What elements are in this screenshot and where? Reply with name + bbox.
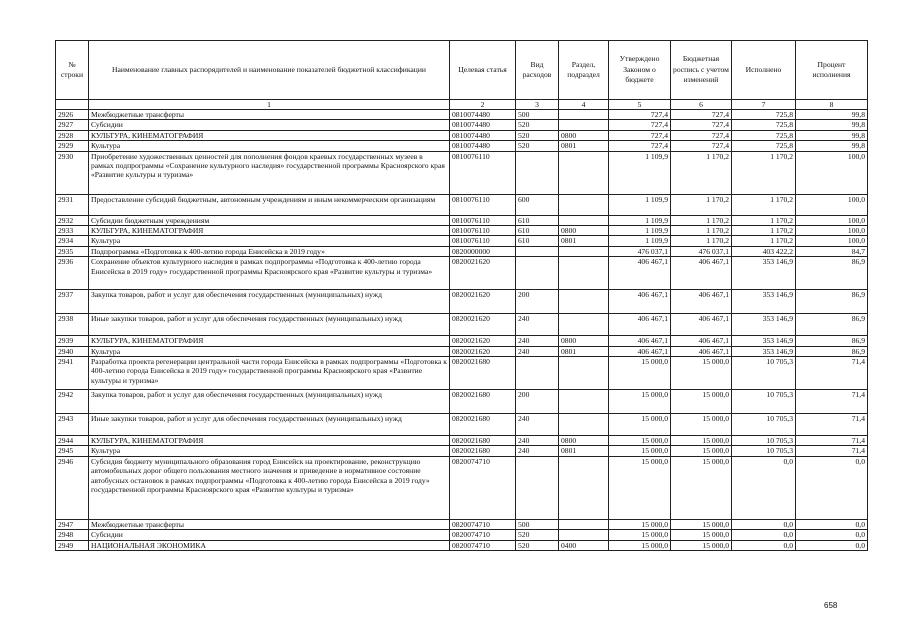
header-section: Раздел, подраздел (559, 41, 609, 100)
budget-list-amount: 476 037,1 (671, 246, 732, 256)
target-code: 0810074480 (450, 110, 516, 120)
budget-list-amount: 15 000,0 (671, 530, 732, 540)
row-name: Разработка проекта регенерации центральной части города Енисейска в рамках подпрограммы «Подготовка к 400-летию города Енисейска в 2019 году» государственной программы Красноярского края «Развитие культуры и туризма» (89, 357, 450, 390)
section-code (559, 390, 609, 414)
target-code: 0810076110 (450, 151, 516, 194)
execution-percent: 71,4 (796, 357, 868, 390)
executed-amount: 10 705,3 (732, 390, 796, 414)
row-number: 2942 (56, 390, 89, 414)
budget-list-amount: 406 467,1 (671, 290, 732, 314)
execution-percent: 99,8 (796, 130, 868, 140)
execution-percent: 100,0 (796, 236, 868, 246)
execution-percent: 99,8 (796, 141, 868, 151)
table-row (56, 336, 868, 346)
section-code: 0801 (559, 236, 609, 246)
table-row (56, 141, 868, 151)
column-number: 6 (671, 100, 732, 110)
table-row (56, 314, 868, 336)
section-code: 0801 (559, 141, 609, 151)
executed-amount: 353 146,9 (732, 314, 796, 336)
target-code: 0820074710 (450, 540, 516, 550)
row-name: КУЛЬТУРА, КИНЕМАТОГРАФИЯ (89, 226, 450, 236)
expense-kind (516, 357, 559, 390)
target-code: 0810076110 (450, 215, 516, 225)
budget-list-amount: 406 467,1 (671, 257, 732, 290)
section-code (559, 357, 609, 390)
table-row (56, 110, 868, 120)
section-code (559, 151, 609, 194)
execution-percent: 86,9 (796, 314, 868, 336)
budget-list-amount: 15 000,0 (671, 446, 732, 456)
execution-percent: 99,8 (796, 110, 868, 120)
target-code: 0820021620 (450, 336, 516, 346)
budget-list-amount: 15 000,0 (671, 414, 732, 436)
expense-kind: 200 (516, 390, 559, 414)
target-code: 0810074480 (450, 141, 516, 151)
row-name: КУЛЬТУРА, КИНЕМАТОГРАФИЯ (89, 130, 450, 140)
section-code: 0400 (559, 540, 609, 550)
expense-kind (516, 151, 559, 194)
expense-kind: 200 (516, 290, 559, 314)
budget-list-amount: 15 000,0 (671, 436, 732, 446)
header-row-no: № строки (56, 41, 89, 100)
row-number: 2934 (56, 236, 89, 246)
table-row (56, 414, 868, 436)
row-name: Закупка товаров, работ и услуг для обеспечения государственных (муниципальных) нужд (89, 390, 450, 414)
section-code (559, 257, 609, 290)
row-name: Закупка товаров, работ и услуг для обеспечения государственных (муниципальных) нужд (89, 290, 450, 314)
expense-kind: 520 (516, 540, 559, 550)
approved-amount: 727,4 (609, 130, 671, 140)
budget-list-amount: 406 467,1 (671, 336, 732, 346)
budget-table (55, 40, 868, 551)
budget-list-amount: 15 000,0 (671, 390, 732, 414)
row-name: Культура (89, 236, 450, 246)
row-name: НАЦИОНАЛЬНАЯ ЭКОНОМИКА (89, 540, 450, 550)
executed-amount: 725,8 (732, 141, 796, 151)
budget-list-amount: 15 000,0 (671, 540, 732, 550)
row-name: Культура (89, 446, 450, 456)
target-code: 0820021680 (450, 390, 516, 414)
approved-amount: 1 109,9 (609, 236, 671, 246)
table-row (56, 446, 868, 456)
budget-list-amount: 1 170,2 (671, 151, 732, 194)
column-number: 8 (796, 100, 868, 110)
column-number: 5 (609, 100, 671, 110)
approved-amount: 727,4 (609, 141, 671, 151)
row-number: 2948 (56, 530, 89, 540)
executed-amount: 353 146,9 (732, 257, 796, 290)
row-name: Приобретение художественных ценностей для пополнения фондов краевых государственных музеев в рамках подпрограммы «Сохранение культурного наследия» государственной программы Красноярского края «Развитие культуры и туризма» (89, 151, 450, 194)
row-name: Иные закупки товаров, работ и услуг для обеспечения государственных (муниципальных) нужд (89, 414, 450, 436)
target-code: 0810076110 (450, 226, 516, 236)
expense-kind: 240 (516, 346, 559, 356)
header-target: Целевая статья (450, 41, 516, 100)
row-name: Межбюджетные трансферты (89, 110, 450, 120)
expense-kind (516, 246, 559, 256)
execution-percent: 86,9 (796, 257, 868, 290)
budget-list-amount: 15 000,0 (671, 357, 732, 390)
table-row (56, 215, 868, 225)
approved-amount: 15 000,0 (609, 540, 671, 550)
executed-amount: 353 146,9 (732, 290, 796, 314)
budget-list-amount: 406 467,1 (671, 346, 732, 356)
approved-amount: 15 000,0 (609, 414, 671, 436)
section-code (559, 120, 609, 130)
executed-amount: 1 170,2 (732, 226, 796, 236)
row-name: Межбюджетные трансферты (89, 519, 450, 529)
executed-amount: 0,0 (732, 530, 796, 540)
section-code: 0800 (559, 436, 609, 446)
header-executed: Исполнено (732, 41, 796, 100)
budget-list-amount: 15 000,0 (671, 456, 732, 519)
target-code: 0820000000 (450, 246, 516, 256)
budget-list-amount: 727,4 (671, 120, 732, 130)
row-name: КУЛЬТУРА, КИНЕМАТОГРАФИЯ (89, 336, 450, 346)
table-row (56, 456, 868, 519)
budget-list-amount: 1 170,2 (671, 194, 732, 215)
execution-percent: 100,0 (796, 151, 868, 194)
row-number: 2946 (56, 456, 89, 519)
row-name: Предоставление субсидий бюджетным, автономным учреждениям и иным некоммерческим организациям (89, 194, 450, 215)
section-code: 0800 (559, 130, 609, 140)
execution-percent: 86,9 (796, 346, 868, 356)
budget-list-amount: 15 000,0 (671, 519, 732, 529)
column-number-row (56, 100, 868, 110)
execution-percent: 0,0 (796, 540, 868, 550)
row-number: 2941 (56, 357, 89, 390)
header-name: Наименование главных распорядителей и наименование показателей бюджетной классификации (89, 41, 450, 100)
row-name: Культура (89, 141, 450, 151)
target-code: 0820021620 (450, 257, 516, 290)
execution-percent: 100,0 (796, 226, 868, 236)
approved-amount: 1 109,9 (609, 215, 671, 225)
expense-kind: 500 (516, 110, 559, 120)
target-code: 0820074710 (450, 456, 516, 519)
budget-list-amount: 1 170,2 (671, 226, 732, 236)
execution-percent: 99,8 (796, 120, 868, 130)
approved-amount: 727,4 (609, 110, 671, 120)
execution-percent: 0,0 (796, 530, 868, 540)
row-number: 2944 (56, 436, 89, 446)
section-code (559, 314, 609, 336)
budget-list-amount: 727,4 (671, 141, 732, 151)
target-code: 0810076110 (450, 194, 516, 215)
row-number: 2945 (56, 446, 89, 456)
execution-percent: 86,9 (796, 336, 868, 346)
approved-amount: 406 467,1 (609, 290, 671, 314)
approved-amount: 15 000,0 (609, 436, 671, 446)
row-number: 2930 (56, 151, 89, 194)
row-number: 2947 (56, 519, 89, 529)
expense-kind: 520 (516, 530, 559, 540)
expense-kind: 520 (516, 141, 559, 151)
row-name: Иные закупки товаров, работ и услуг для обеспечения государственных (муниципальных) нужд (89, 314, 450, 336)
row-name: КУЛЬТУРА, КИНЕМАТОГРАФИЯ (89, 436, 450, 446)
target-code: 0820074710 (450, 519, 516, 529)
section-code: 0800 (559, 336, 609, 346)
execution-percent: 100,0 (796, 194, 868, 215)
section-code (559, 414, 609, 436)
section-code (559, 194, 609, 215)
column-number-blank (56, 100, 89, 110)
execution-percent: 100,0 (796, 215, 868, 225)
target-code: 0820021620 (450, 346, 516, 356)
section-code (559, 215, 609, 225)
target-code: 0810076110 (450, 236, 516, 246)
header-kind: Вид расходов (516, 41, 559, 100)
approved-amount: 15 000,0 (609, 456, 671, 519)
section-code (559, 530, 609, 540)
header-list: Бюджетная роспись с учетом изменений (671, 41, 732, 100)
row-number: 2949 (56, 540, 89, 550)
row-number: 2938 (56, 314, 89, 336)
target-code: 0820021680 (450, 357, 516, 390)
target-code: 0810074480 (450, 130, 516, 140)
expense-kind: 600 (516, 194, 559, 215)
executed-amount: 0,0 (732, 456, 796, 519)
table-row (56, 390, 868, 414)
expense-kind: 520 (516, 130, 559, 140)
executed-amount: 725,8 (732, 110, 796, 120)
approved-amount: 1 109,9 (609, 226, 671, 236)
row-number: 2943 (56, 414, 89, 436)
expense-kind (516, 456, 559, 519)
executed-amount: 1 170,2 (732, 151, 796, 194)
row-number: 2936 (56, 257, 89, 290)
executed-amount: 1 170,2 (732, 236, 796, 246)
executed-amount: 353 146,9 (732, 336, 796, 346)
table-row (56, 540, 868, 550)
expense-kind: 610 (516, 236, 559, 246)
approved-amount: 406 467,1 (609, 346, 671, 356)
table-row (56, 194, 868, 215)
expense-kind (516, 257, 559, 290)
table-row (56, 357, 868, 390)
execution-percent: 71,4 (796, 414, 868, 436)
row-name: Субсидия бюджету муниципального образования город Енисейск на проектирование, реконструкцию автомобильных дорог общего пользования местного значения и приведение в нормативное состояние автобусных остановок в рамках подпрограммы «Подготовка к 400-летию города Енисейска в 2019 году» государственной программы Красноярского края «Развитие культуры и туризма» (89, 456, 450, 519)
header-row (56, 41, 868, 100)
executed-amount: 403 422,2 (732, 246, 796, 256)
row-number: 2939 (56, 336, 89, 346)
target-code: 0820021620 (450, 314, 516, 336)
row-name: Сохранение объектов культурного наследия в рамках подпрограммы «Подготовка к 400-летию города Енисейска в 2019 году» государственной программы Красноярского края «Развитие культуры и туризма» (89, 257, 450, 290)
row-name: Субсидии (89, 530, 450, 540)
row-number: 2932 (56, 215, 89, 225)
execution-percent: 0,0 (796, 456, 868, 519)
row-number: 2929 (56, 141, 89, 151)
target-code: 0820021620 (450, 290, 516, 314)
column-number: 2 (450, 100, 516, 110)
execution-percent: 86,9 (796, 290, 868, 314)
approved-amount: 1 109,9 (609, 194, 671, 215)
section-code (559, 246, 609, 256)
row-number: 2937 (56, 290, 89, 314)
executed-amount: 1 170,2 (732, 215, 796, 225)
approved-amount: 15 000,0 (609, 357, 671, 390)
expense-kind: 610 (516, 215, 559, 225)
row-number: 2926 (56, 110, 89, 120)
row-number: 2927 (56, 120, 89, 130)
table-body (56, 110, 868, 551)
executed-amount: 10 705,3 (732, 436, 796, 446)
executed-amount: 10 705,3 (732, 414, 796, 436)
execution-percent: 71,4 (796, 436, 868, 446)
column-number: 7 (732, 100, 796, 110)
table-row (56, 236, 868, 246)
row-name: Субсидии (89, 120, 450, 130)
executed-amount: 0,0 (732, 519, 796, 529)
approved-amount: 15 000,0 (609, 519, 671, 529)
row-number: 2931 (56, 194, 89, 215)
approved-amount: 406 467,1 (609, 314, 671, 336)
target-code: 0820021680 (450, 446, 516, 456)
expense-kind: 240 (516, 414, 559, 436)
table-row (56, 519, 868, 529)
expense-kind: 240 (516, 336, 559, 346)
approved-amount: 406 467,1 (609, 257, 671, 290)
row-name: Субсидии бюджетным учреждениям (89, 215, 450, 225)
row-name: Подпрограмма «Подготовка к 400-летию города Енисейска в 2019 году» (89, 246, 450, 256)
approved-amount: 406 467,1 (609, 336, 671, 346)
section-code (559, 290, 609, 314)
execution-percent: 71,4 (796, 446, 868, 456)
row-number: 2935 (56, 246, 89, 256)
execution-percent: 71,4 (796, 390, 868, 414)
target-code: 0820021680 (450, 414, 516, 436)
page-number: 658 (824, 601, 838, 610)
table-row (56, 130, 868, 140)
header-approved: Утверждено Законом о бюджете (609, 41, 671, 100)
row-number: 2940 (56, 346, 89, 356)
target-code: 0810074480 (450, 120, 516, 130)
section-code: 0800 (559, 226, 609, 236)
approved-amount: 1 109,9 (609, 151, 671, 194)
approved-amount: 15 000,0 (609, 390, 671, 414)
budget-list-amount: 727,4 (671, 110, 732, 120)
expense-kind: 240 (516, 314, 559, 336)
expense-kind: 520 (516, 120, 559, 130)
section-code (559, 456, 609, 519)
approved-amount: 476 037,1 (609, 246, 671, 256)
table-row (56, 257, 868, 290)
table-row (56, 151, 868, 194)
budget-list-amount: 727,4 (671, 130, 732, 140)
expense-kind: 610 (516, 226, 559, 236)
table-row (56, 436, 868, 446)
target-code: 0820021680 (450, 436, 516, 446)
table-row (56, 246, 868, 256)
expense-kind: 240 (516, 436, 559, 446)
execution-percent: 0,0 (796, 519, 868, 529)
executed-amount: 10 705,3 (732, 446, 796, 456)
budget-list-amount: 1 170,2 (671, 215, 732, 225)
executed-amount: 1 170,2 (732, 194, 796, 215)
section-code (559, 519, 609, 529)
executed-amount: 725,8 (732, 120, 796, 130)
executed-amount: 0,0 (732, 540, 796, 550)
execution-percent: 84,7 (796, 246, 868, 256)
approved-amount: 15 000,0 (609, 446, 671, 456)
budget-list-amount: 406 467,1 (671, 314, 732, 336)
executed-amount: 353 146,9 (732, 346, 796, 356)
table-row (56, 346, 868, 356)
section-code: 0801 (559, 346, 609, 356)
expense-kind: 500 (516, 519, 559, 529)
table-row (56, 226, 868, 236)
approved-amount: 727,4 (609, 120, 671, 130)
column-number: 1 (89, 100, 450, 110)
table-row (56, 290, 868, 314)
header-percent: Процент исполнения (796, 41, 868, 100)
executed-amount: 10 705,3 (732, 357, 796, 390)
column-number: 3 (516, 100, 559, 110)
budget-list-amount: 1 170,2 (671, 236, 732, 246)
row-number: 2933 (56, 226, 89, 236)
column-number: 4 (559, 100, 609, 110)
table-row (56, 120, 868, 130)
table-row (56, 530, 868, 540)
expense-kind: 240 (516, 446, 559, 456)
row-name: Культура (89, 346, 450, 356)
section-code (559, 110, 609, 120)
approved-amount: 15 000,0 (609, 530, 671, 540)
target-code: 0820074710 (450, 530, 516, 540)
section-code: 0801 (559, 446, 609, 456)
row-number: 2928 (56, 130, 89, 140)
executed-amount: 725,8 (732, 130, 796, 140)
